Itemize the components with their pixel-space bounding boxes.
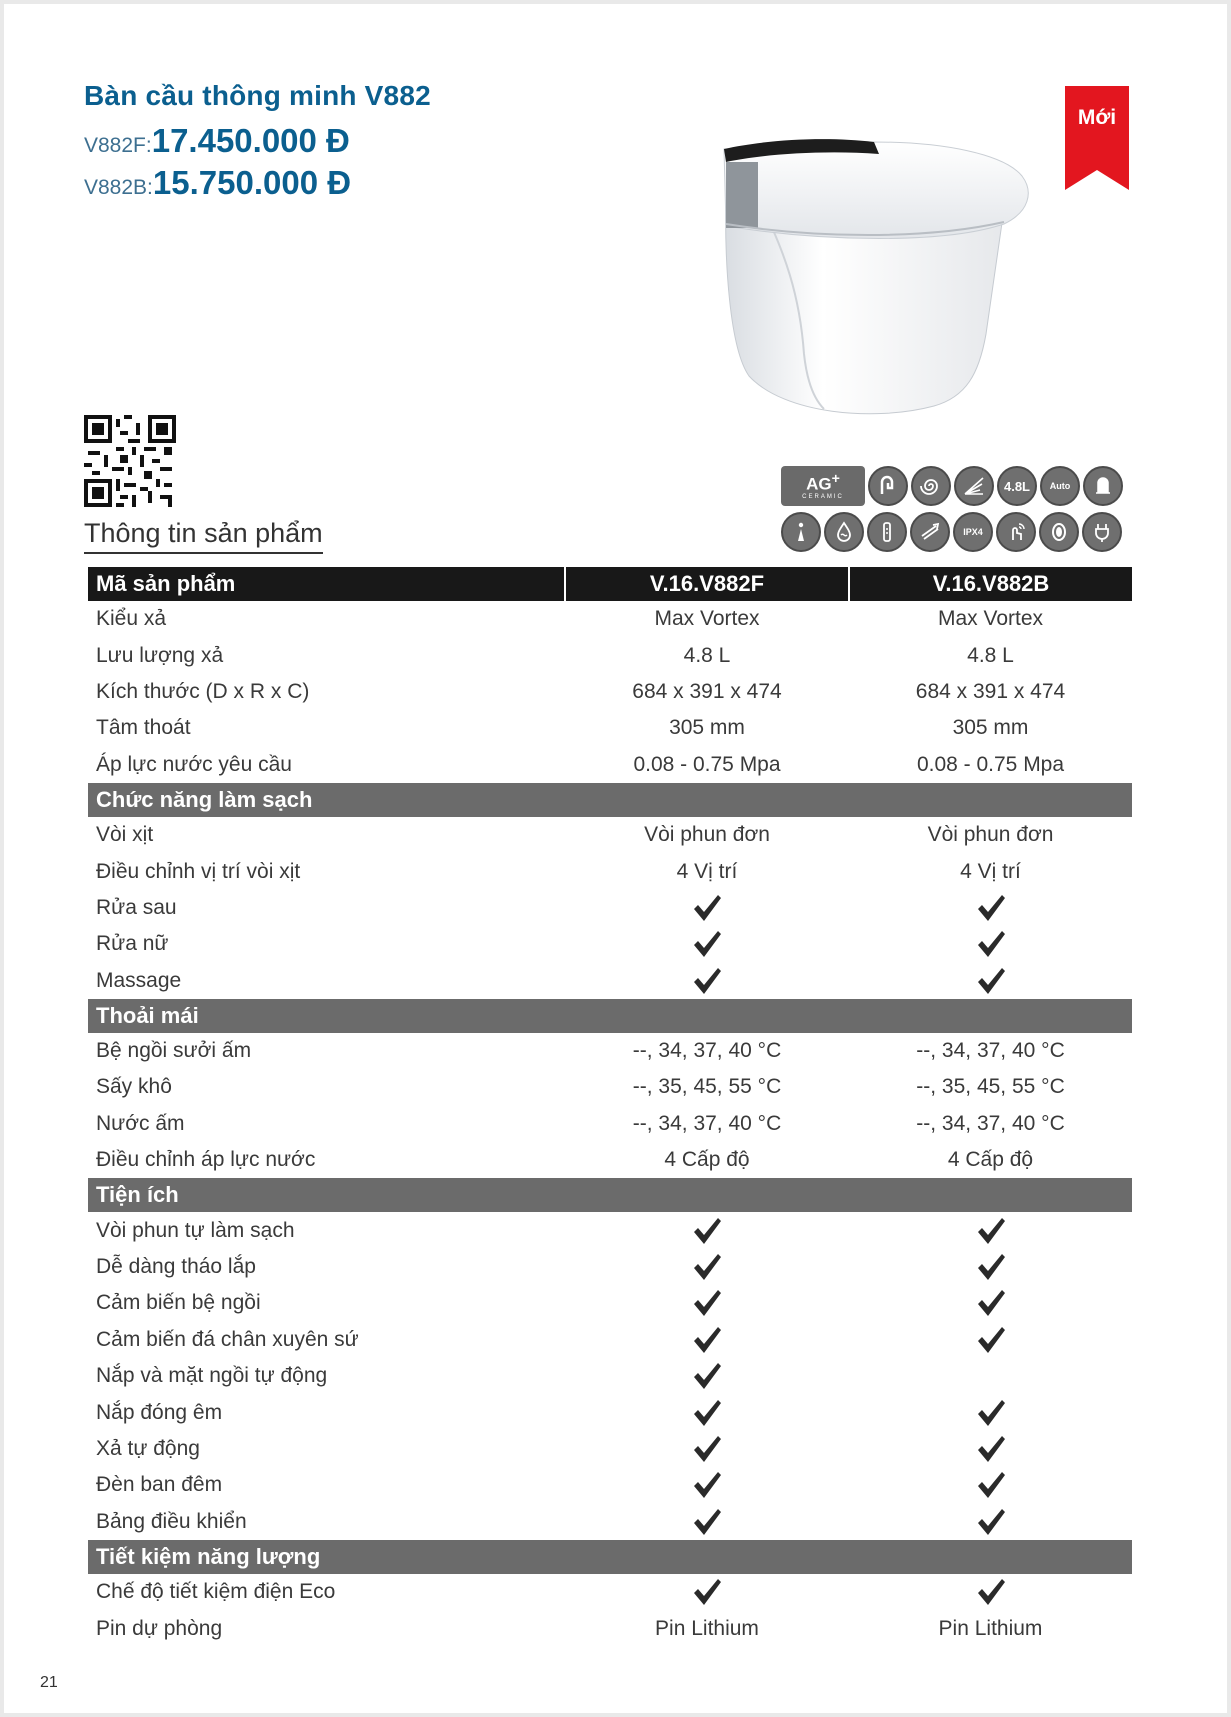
table-row: [88, 1212, 1132, 1248]
checkmark-icon: [976, 1289, 1006, 1317]
row-label: Lưu lượng xả: [96, 643, 224, 667]
row-label: Pin dự phòng: [96, 1616, 223, 1640]
table-row: [88, 1249, 1132, 1285]
table-header-row: [88, 567, 1132, 601]
section-header: Thoải mái: [88, 999, 1132, 1033]
sensor-icon: [996, 512, 1036, 552]
page-number: 21: [40, 1674, 58, 1691]
row-label: Bệ ngồi sưởi ấm: [96, 1039, 252, 1063]
row-label: Nắp và mặt ngồi tự động: [96, 1364, 328, 1388]
value-v882f: 684 x 391 x 474: [632, 679, 782, 703]
auto-label: Auto: [1049, 481, 1071, 491]
siphon-icon: [868, 466, 908, 506]
value-v882b: [849, 1574, 1132, 1610]
price-value: 15.750.000 Đ: [152, 164, 352, 201]
checkmark-icon: [692, 1471, 722, 1499]
section-header-row: [88, 783, 1132, 817]
header-product-code: Mã sản phẩm: [88, 567, 565, 601]
checkmark-icon: [692, 1435, 722, 1463]
checkmark-icon: [976, 1471, 1006, 1499]
table-row: [88, 1322, 1132, 1358]
checkmark-icon: [692, 1217, 722, 1245]
section-header-row: [88, 1178, 1132, 1212]
value-v882f: [565, 1322, 849, 1358]
table-row: [88, 853, 1132, 889]
spec-table: [88, 567, 1132, 1647]
ag-sup: +: [831, 471, 840, 487]
row-label: Xả tự động: [96, 1437, 200, 1460]
value-v882f: Pin Lithium: [655, 1616, 759, 1640]
row-label: Cảm biến đá chân xuyên sứ: [96, 1327, 359, 1351]
toilet-product-image: [704, 114, 1054, 434]
qr-code[interactable]: [84, 415, 176, 507]
checkmark-icon: [976, 1399, 1006, 1427]
feature-icons: [781, 466, 1137, 558]
row-label: Dễ dàng tháo lắp: [96, 1255, 256, 1279]
table-row: [88, 926, 1132, 962]
value-v882f: [565, 1431, 849, 1467]
flow-4-8l-icon: [997, 466, 1037, 506]
price-row-v882f: [84, 122, 350, 160]
value-v882b: [849, 1504, 1132, 1540]
value-v882f: [565, 1504, 849, 1540]
value-v882f: --, 35, 45, 55 °C: [632, 1075, 782, 1099]
value-v882b: Vòi phun đơn: [927, 823, 1054, 847]
table-row: [88, 1069, 1132, 1105]
row-label: Vòi xịt: [96, 823, 154, 847]
value-v882f: Vòi phun đơn: [644, 823, 770, 847]
catalog-page: [4, 4, 1227, 1713]
checkmark-icon: [976, 967, 1006, 995]
auto-flush-icon: [1040, 466, 1080, 506]
value-v882f: [565, 1285, 849, 1321]
ag-sub: CERAMIC: [802, 493, 844, 500]
value-v882b: [849, 890, 1132, 926]
checkmark-icon: [692, 1578, 722, 1606]
checkmark-icon: [976, 1253, 1006, 1281]
section-header: Chức năng làm sạch: [88, 783, 1132, 817]
table-row: [88, 1504, 1132, 1540]
row-label: Kích thước (D x R x C): [96, 679, 310, 703]
ag-ceramic-icon: [781, 466, 865, 506]
table-row: [88, 747, 1132, 783]
table-row: [88, 1394, 1132, 1430]
table-row: [88, 1142, 1132, 1178]
flow-label: 4.8L: [1003, 478, 1030, 494]
checkmark-icon: [692, 930, 722, 958]
row-label: Sấy khô: [96, 1075, 172, 1099]
section-header: Tiện ích: [88, 1178, 1132, 1212]
value-v882f: 4 Cấp độ: [664, 1148, 750, 1172]
night-light-icon: [1039, 512, 1079, 552]
row-label: Nắp đóng êm: [96, 1400, 223, 1424]
value-v882f: [565, 1249, 849, 1285]
table-row: [88, 601, 1132, 637]
value-v882f: [565, 890, 849, 926]
value-v882b: [849, 963, 1132, 999]
row-label: Nước ấm: [96, 1111, 185, 1135]
value-v882b: 684 x 391 x 474: [915, 679, 1066, 703]
table-row: [88, 1358, 1132, 1394]
value-v882b: [849, 1431, 1132, 1467]
section-title-product-info: Thông tin sản phẩm: [84, 518, 323, 554]
table-row: [88, 1033, 1132, 1069]
row-label: Cảm biến bệ ngồi: [96, 1291, 261, 1315]
value-v882b: [849, 1249, 1132, 1285]
table-row: [88, 1574, 1132, 1610]
price-value: 17.450.000 Đ: [151, 122, 350, 159]
table-row: [88, 1285, 1132, 1321]
ag-label: AG: [806, 474, 832, 494]
product-title: Bàn cầu thông minh V882: [84, 80, 431, 111]
feature-icons-row: [781, 466, 1123, 508]
checkmark-icon: [692, 1326, 722, 1354]
value-v882f: 0.08 - 0.75 Mpa: [633, 752, 781, 776]
ipx-label: IPX4: [963, 527, 983, 537]
checkmark-icon: [976, 930, 1006, 958]
ipx4-icon: [953, 512, 993, 552]
row-label: Bảng điều khiển: [96, 1509, 247, 1533]
value-v882b: 4 Vị trí: [960, 859, 1021, 883]
value-v882b: 4 Cấp độ: [947, 1148, 1034, 1172]
value-v882f: [565, 963, 849, 999]
checkmark-icon: [976, 1217, 1006, 1245]
checkmark-icon: [692, 1399, 722, 1427]
table-row: [88, 1431, 1132, 1467]
table-row: [88, 710, 1132, 746]
checkmark-icon: [692, 1253, 722, 1281]
power-icon: [1082, 512, 1122, 552]
row-label: Rửa nữ: [96, 932, 169, 956]
value-v882b: [849, 1358, 1132, 1394]
warm-water-icon: [824, 512, 864, 552]
row-label: Áp lực nước yêu cầu: [96, 752, 292, 776]
heated-seat-icon: [1083, 466, 1123, 506]
table-row: [88, 674, 1132, 710]
value-v882f: [565, 1574, 849, 1610]
value-v882b: Pin Lithium: [938, 1616, 1043, 1640]
value-v882f: [565, 1394, 849, 1430]
section-header: Tiết kiệm năng lượng: [88, 1540, 1132, 1574]
value-v882b: 0.08 - 0.75 Mpa: [916, 752, 1065, 776]
table-row: [88, 1610, 1132, 1646]
checkmark-icon: [976, 1435, 1006, 1463]
checkmark-icon: [692, 1289, 722, 1317]
value-v882b: --, 35, 45, 55 °C: [916, 1075, 1065, 1099]
value-v882f: --, 34, 37, 40 °C: [632, 1111, 782, 1135]
price-label: V882B:: [84, 176, 153, 199]
value-v882b: [849, 926, 1132, 962]
row-label: Đèn ban đêm: [96, 1473, 223, 1497]
value-v882f: [565, 1467, 849, 1503]
value-v882b: [849, 1467, 1132, 1503]
checkmark-icon: [976, 1326, 1006, 1354]
table-row: [88, 817, 1132, 853]
value-v882f: [565, 1212, 849, 1248]
section-header-row: [88, 1540, 1132, 1574]
feature-icons-row: [781, 512, 1122, 554]
value-v882f: Max Vortex: [654, 607, 760, 631]
table-row: [88, 963, 1132, 999]
row-label: Điều chỉnh áp lực nước: [96, 1148, 316, 1172]
checkmark-icon: [692, 894, 722, 922]
rear-wash-icon: [781, 512, 821, 552]
table-row: [88, 637, 1132, 673]
nozzle-icon: [867, 512, 907, 552]
header-model-v882b: V.16.V882B: [849, 567, 1132, 601]
value-v882f: [565, 1358, 849, 1394]
row-label: Vòi phun tự làm sạch: [96, 1218, 295, 1242]
vortex-icon: [911, 466, 951, 506]
checkmark-icon: [976, 1508, 1006, 1536]
section-header-row: [88, 999, 1132, 1033]
price-label: V882F:: [84, 134, 152, 157]
value-v882b: 305 mm: [952, 716, 1029, 740]
value-v882b: [849, 1285, 1132, 1321]
price-row-v882b: [84, 164, 351, 202]
value-v882b: [849, 1394, 1132, 1430]
value-v882f: 4.8 L: [683, 643, 731, 667]
checkmark-icon: [692, 967, 722, 995]
new-badge: [1065, 86, 1129, 190]
value-v882f: --, 34, 37, 40 °C: [632, 1039, 782, 1063]
checkmark-icon: [692, 1508, 722, 1536]
ribbon-shape: [1065, 86, 1129, 190]
row-label: Rửa sau: [96, 895, 177, 919]
value-v882b: --, 34, 37, 40 °C: [916, 1039, 1065, 1063]
header-model-v882f: V.16.V882F: [565, 567, 849, 601]
spec-table-body: [88, 601, 1132, 1647]
table-row: [88, 890, 1132, 926]
table-row: [88, 1106, 1132, 1142]
value-v882b: [849, 1212, 1132, 1248]
checkmark-icon: [692, 1362, 722, 1390]
checkmark-icon: [976, 894, 1006, 922]
value-v882f: 4 Vị trí: [676, 859, 738, 883]
dryer-icon: [910, 512, 950, 552]
value-v882b: --, 34, 37, 40 °C: [916, 1111, 1065, 1135]
checkmark-icon: [976, 1578, 1006, 1606]
value-v882b: 4.8 L: [967, 643, 1014, 667]
value-v882b: Max Vortex: [937, 607, 1044, 631]
row-label: Massage: [96, 968, 182, 992]
row-label: Chế độ tiết kiệm điện Eco: [96, 1580, 336, 1604]
row-label: Tâm thoát: [96, 716, 191, 740]
value-v882f: [565, 926, 849, 962]
row-label: Điều chỉnh vị trí vòi xịt: [96, 859, 301, 883]
new-badge-label: Mới: [1077, 106, 1117, 129]
value-v882b: [849, 1322, 1132, 1358]
spray-icon: [954, 466, 994, 506]
table-row: [88, 1467, 1132, 1503]
value-v882f: 305 mm: [669, 716, 745, 740]
row-label: Kiểu xả: [96, 607, 167, 631]
